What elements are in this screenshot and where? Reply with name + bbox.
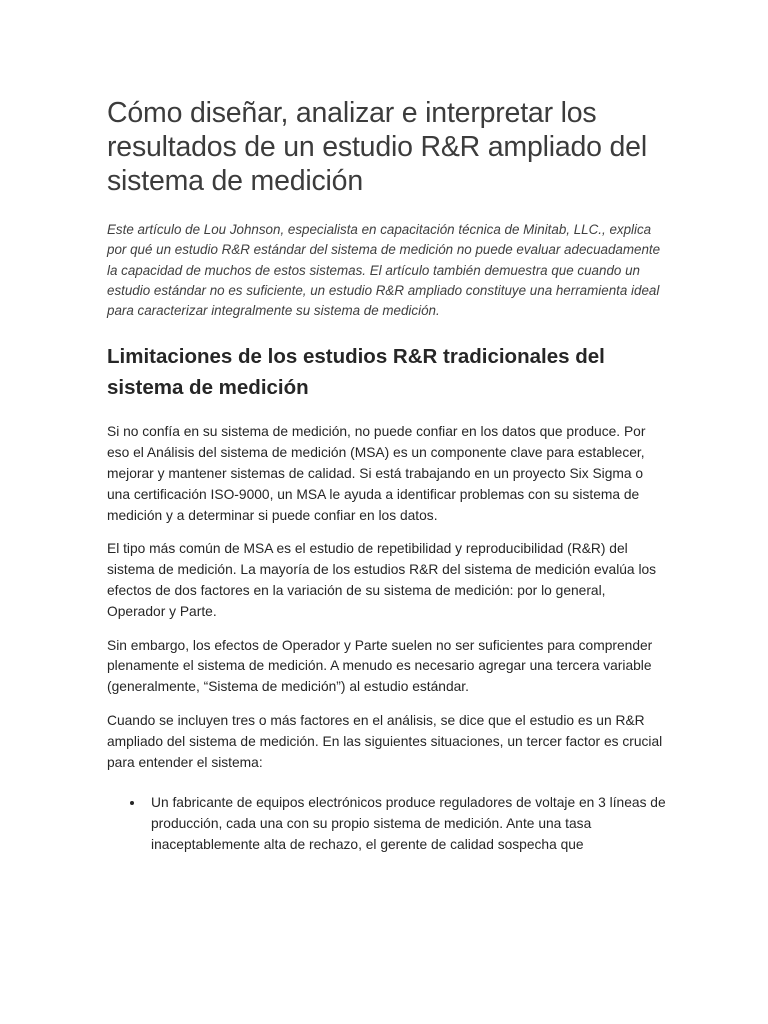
bullet-icon	[130, 801, 134, 805]
article	[107, 96, 667, 856]
paragraph-2: El tipo más común de MSA es el estudio de repetibilidad y reproducibilidad (R&R) del sistema de medición. La mayoría de los estudios R&R del sistema de medición evalúa los efectos de dos factores en la variación de su sistema de medición: por lo general, Operador y Parte.	[107, 541, 657, 619]
section-heading: Limitaciones de los estudios R&R tradicionales del sistema de medición	[107, 345, 605, 400]
paragraph-1: Si no confía en su sistema de medición, no puede confiar en los datos que produce. Por eso el Análisis del sistema de medición (MSA) es un componente clave para establecer, mejorar y mantener sistemas de calidad. Si está trabajando en un proyecto Six Sigma o una certificación ISO-9000, un MSA le ayuda a identificar problemas con su sistema de medición y a determinar si puede confiar en los datos.	[107, 424, 646, 523]
article-intro: Este artículo de Lou Johnson, especialista en capacitación técnica de Minitab, LLC., explica por qué un estudio R&R estándar del sistema de medición no puede evaluar adecuadamente la capacidad de muchos de estos sistemas. El artículo también demuestra que cuando un estudio estándar no es suficiente, un estudio R&R ampliado constituye una herramienta ideal para caracterizar integralmente su sistema de medición.	[107, 222, 661, 319]
bullet-list	[107, 793, 667, 855]
list-item	[151, 793, 667, 855]
list-item-text: Un fabricante de equipos electrónicos produce reguladores de voltaje en 3 líneas de producción, cada una con su propio sistema de medición. Ante una tasa inaceptablemente alta de rechazo, el gerente de calidad sospecha que	[151, 795, 666, 853]
paragraph-4: Cuando se incluyen tres o más factores en el análisis, se dice que el estudio es un R&R ampliado del sistema de medición. En las siguientes situaciones, un tercer factor es crucial para entender el sistema:	[107, 713, 663, 770]
article-title: Cómo diseñar, analizar e interpretar los resultados de un estudio R&R ampliado del sistema de medición	[107, 97, 647, 197]
paragraph-3: Sin embargo, los efectos de Operador y Parte suelen no ser suficientes para comprender plenamente el sistema de medición. A menudo es necesario agregar una tercera variable (generalmente, “Sistema de medición”) al estudio estándar.	[107, 637, 653, 695]
